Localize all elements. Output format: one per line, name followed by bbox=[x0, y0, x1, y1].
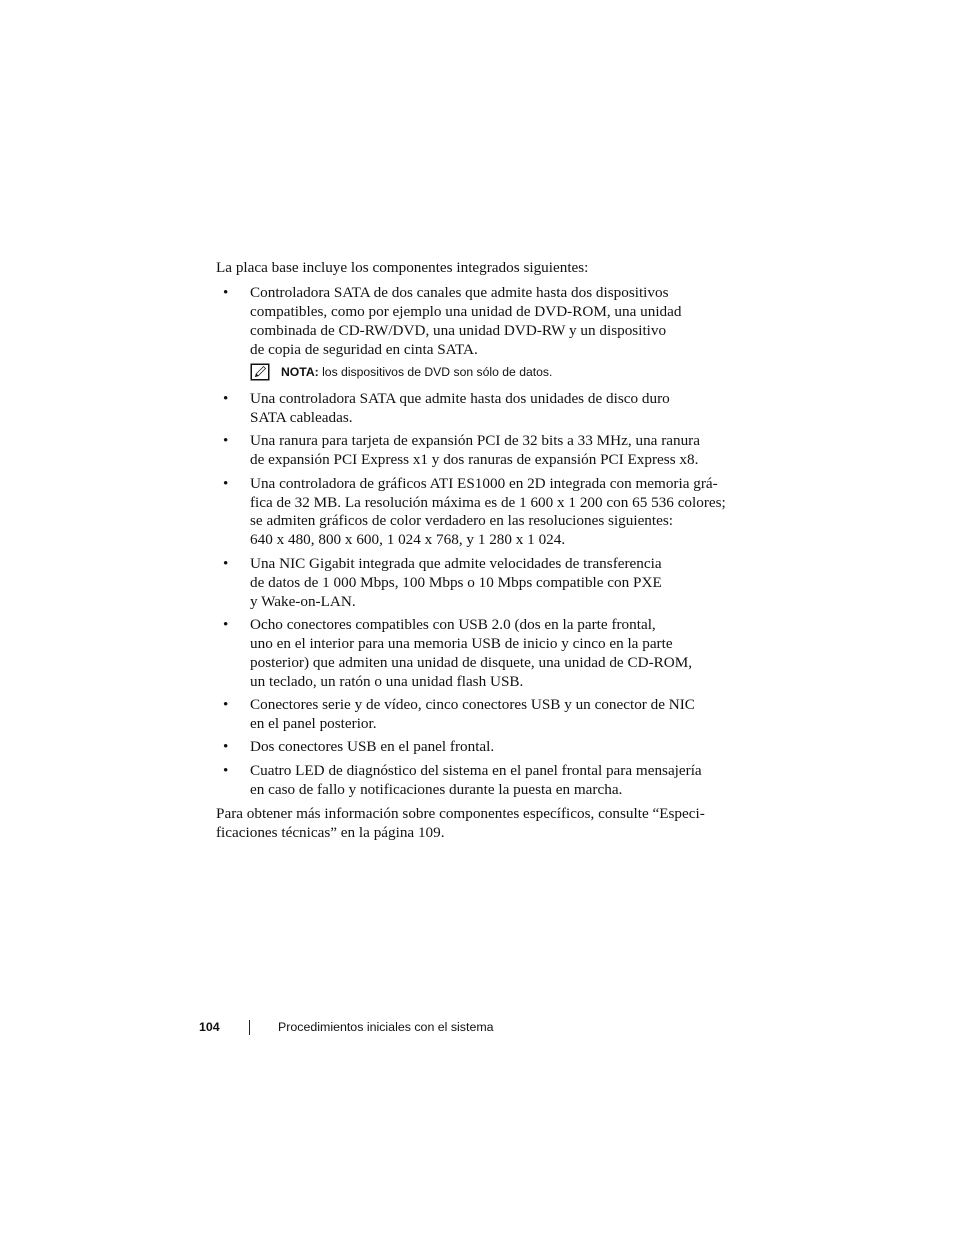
page-content bbox=[216, 259, 726, 842]
list-item bbox=[216, 432, 720, 470]
page-number: 104 bbox=[199, 1020, 220, 1034]
list-item-line: uno en el interior para una memoria USB de inicio y cinco en la parte bbox=[250, 634, 673, 652]
bullet: • bbox=[223, 738, 229, 756]
list-item-line: posterior) que admiten una unidad de disquete, una unidad de CD-ROM, bbox=[250, 653, 693, 671]
list-item-line: de copia de seguridad en cinta SATA. bbox=[250, 340, 478, 358]
list-item-line: Ocho conectores compatibles con USB 2.0 (dos en la parte frontal, bbox=[250, 616, 656, 633]
component-list bbox=[216, 284, 720, 360]
note bbox=[216, 364, 720, 384]
list-item-line: un teclado, un ratón o una unidad flash USB. bbox=[250, 672, 524, 690]
list-item-line: combinada de CD-RW/DVD, una unidad DVD-RW y un dispositivo bbox=[250, 321, 667, 339]
outro-paragraph bbox=[216, 805, 720, 843]
list-item-line: se admiten gráficos de color verdadero en las resoluciones siguientes: bbox=[250, 512, 673, 530]
outro-line: ficaciones técnicas” en la página 109. bbox=[216, 823, 445, 841]
list-item-line: Conectores serie y de vídeo, cinco conectores USB y un conector de NIC bbox=[250, 696, 695, 714]
footer-separator bbox=[249, 1020, 250, 1035]
list-item-line: Una NIC Gigabit integrada que admite velocidades de transferencia bbox=[250, 554, 662, 572]
bullet: • bbox=[223, 390, 229, 408]
list-item-line: 640 x 480, 800 x 600, 1 024 x 768, y 1 280 x 1 024. bbox=[250, 531, 566, 549]
list-item-line: en el panel posterior. bbox=[250, 715, 377, 733]
list-item-line: compatibles, como por ejemplo una unidad de DVD-ROM, una unidad bbox=[250, 302, 682, 320]
list-item bbox=[216, 696, 720, 734]
bullet: • bbox=[223, 474, 229, 492]
bullet: • bbox=[223, 696, 229, 714]
list-item-line: Dos conectores USB en el panel frontal. bbox=[250, 738, 495, 756]
bullet: • bbox=[223, 432, 229, 450]
bullet: • bbox=[223, 761, 229, 779]
note-text: los dispositivos de DVD son sólo de datos. bbox=[322, 365, 553, 380]
outro-line: Para obtener más información sobre componentes específicos, consulte “Especi- bbox=[216, 804, 705, 822]
list-item-line: de datos de 1 000 Mbps, 100 Mbps o 10 Mbps compatible con PXE bbox=[250, 573, 662, 591]
list-item bbox=[216, 762, 720, 800]
list-item-line: fica de 32 MB. La resolución máxima es de 1 600 x 1 200 con 65 536 colores; bbox=[250, 493, 726, 511]
note-label: NOTA: bbox=[281, 365, 319, 380]
list-item bbox=[216, 555, 720, 612]
list-item bbox=[216, 474, 726, 551]
bullet: • bbox=[223, 616, 229, 633]
list-item bbox=[216, 616, 720, 692]
list-item bbox=[216, 284, 720, 360]
list-item-line: de expansión PCI Express x1 y dos ranuras de expansión PCI Express x8. bbox=[250, 451, 699, 469]
list-item-line: en caso de fallo y notificaciones durante la puesta en marcha. bbox=[250, 780, 623, 798]
list-item-line: Cuatro LED de diagnóstico del sistema en el panel frontal para mensajería bbox=[250, 761, 702, 779]
list-item-line: Una controladora de gráficos ATI ES1000 en 2D integrada con memoria grá- bbox=[250, 474, 718, 492]
list-item-line: y Wake-on-LAN. bbox=[250, 592, 356, 610]
list-item-line: Controladora SATA de dos canales que admite hasta dos dispositivos bbox=[250, 283, 669, 301]
list-item bbox=[216, 738, 720, 757]
note-pencil-icon bbox=[250, 363, 270, 381]
list-item-line: Una ranura para tarjeta de expansión PCI de 32 bits a 33 MHz, una ranura bbox=[250, 432, 700, 450]
intro-paragraph: La placa base incluye los componentes integrados siguientes: bbox=[216, 259, 589, 276]
list-item-line: Una controladora SATA que admite hasta dos unidades de disco duro bbox=[250, 390, 670, 408]
list-item-line: SATA cableadas. bbox=[250, 408, 353, 426]
component-list-continued bbox=[216, 390, 726, 800]
bullet: • bbox=[223, 554, 229, 572]
bullet: • bbox=[223, 283, 229, 301]
footer-section-title: Procedimientos iniciales con el sistema bbox=[278, 1020, 494, 1034]
list-item bbox=[216, 390, 720, 428]
